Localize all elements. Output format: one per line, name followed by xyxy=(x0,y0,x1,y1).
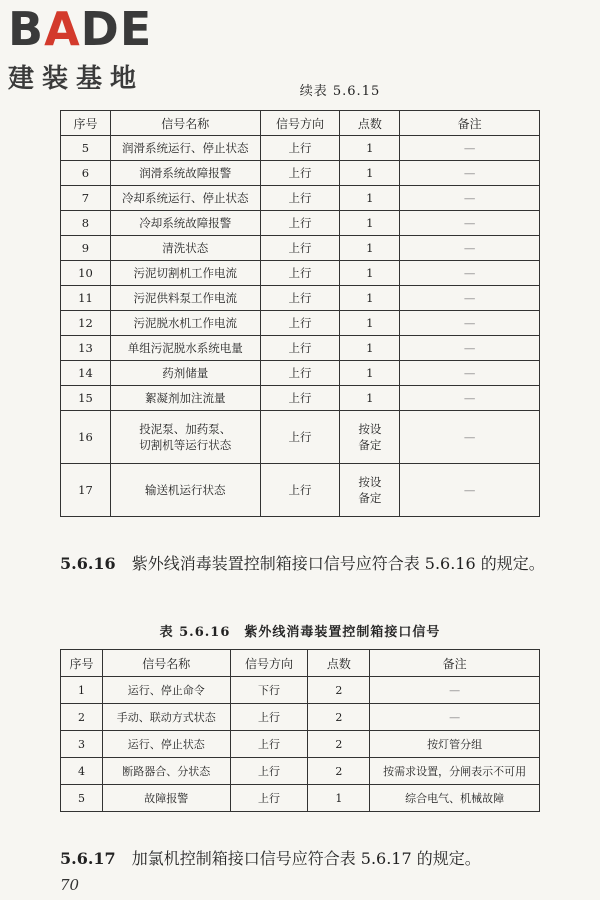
cell-points: 1 xyxy=(340,386,400,411)
cell-direction: 上行 xyxy=(230,704,308,731)
table-row xyxy=(61,361,540,386)
cell-note: 综合电气、机械故障 xyxy=(370,785,540,812)
cell-no: 16 xyxy=(61,411,111,464)
cell-points: 1 xyxy=(340,186,400,211)
cell-direction: 上行 xyxy=(230,785,308,812)
cell-name: 污泥脱水机工作电流 xyxy=(110,311,260,336)
cell-note: — xyxy=(400,411,540,464)
cell-direction: 下行 xyxy=(230,677,308,704)
cell-note: — xyxy=(400,136,540,161)
clause-number: 5.6.17 xyxy=(60,849,116,868)
table-row xyxy=(61,336,540,361)
table-row xyxy=(61,261,540,286)
cell-direction: 上行 xyxy=(260,236,340,261)
cell-direction: 上行 xyxy=(260,211,340,236)
cell-no: 15 xyxy=(61,386,111,411)
table-row xyxy=(61,286,540,311)
cell-no: 5 xyxy=(61,785,103,812)
cell-no: 17 xyxy=(61,464,111,517)
cell-direction: 上行 xyxy=(260,186,340,211)
table-row xyxy=(61,731,540,758)
cell-points: 1 xyxy=(340,211,400,236)
table-header-row xyxy=(61,111,540,136)
cell-points: 2 xyxy=(308,758,370,785)
table-row xyxy=(61,704,540,731)
table-row xyxy=(61,677,540,704)
cell-note: 按灯管分组 xyxy=(370,731,540,758)
cell-points: 1 xyxy=(308,785,370,812)
cell-direction: 上行 xyxy=(260,411,340,464)
table-row xyxy=(61,464,540,517)
table-row xyxy=(61,785,540,812)
cell-name: 故障报警 xyxy=(102,785,230,812)
cell-name: 污泥切割机工作电流 xyxy=(110,261,260,286)
cell-note: — xyxy=(400,311,540,336)
cell-no: 3 xyxy=(61,731,103,758)
cell-note: — xyxy=(400,261,540,286)
cell-note: 按需求设置，分闸表示不可用 xyxy=(370,758,540,785)
cell-points: 1 xyxy=(340,286,400,311)
table-row xyxy=(61,386,540,411)
header-direction: 信号方向 xyxy=(260,111,340,136)
cell-name: 冷却系统故障报警 xyxy=(110,211,260,236)
table-row xyxy=(61,136,540,161)
cell-no: 8 xyxy=(61,211,111,236)
header-no: 序号 xyxy=(61,111,111,136)
cell-no: 6 xyxy=(61,161,111,186)
cell-points: 1 xyxy=(340,361,400,386)
cell-note: — xyxy=(400,336,540,361)
logo-subtitle: 建装基地 xyxy=(8,64,145,94)
cell-direction: 上行 xyxy=(260,161,340,186)
cell-no: 9 xyxy=(61,236,111,261)
cell-points: 1 xyxy=(340,311,400,336)
cell-name: 运行、停止状态 xyxy=(102,731,230,758)
cell-note: — xyxy=(400,211,540,236)
cell-note: — xyxy=(400,286,540,311)
table-5-6-16 xyxy=(60,649,540,812)
table-row xyxy=(61,758,540,785)
header-no: 序号 xyxy=(61,650,103,677)
cell-direction: 上行 xyxy=(260,261,340,286)
cell-points: 1 xyxy=(340,236,400,261)
cell-note: — xyxy=(400,464,540,517)
table-row xyxy=(61,311,540,336)
cell-no: 5 xyxy=(61,136,111,161)
cell-no: 4 xyxy=(61,758,103,785)
cell-name: 运行、停止命令 xyxy=(102,677,230,704)
cell-name: 絮凝剂加注流量 xyxy=(110,386,260,411)
cell-no: 14 xyxy=(61,361,111,386)
cell-direction: 上行 xyxy=(260,286,340,311)
cell-points xyxy=(340,464,400,517)
cell-note: — xyxy=(400,161,540,186)
cell-name: 单组污泥脱水系统电量 xyxy=(110,336,260,361)
cell-note: — xyxy=(370,704,540,731)
cell-name: 污泥供料泵工作电流 xyxy=(110,286,260,311)
logo-wordmark: BADE xyxy=(8,2,153,56)
cell-no: 12 xyxy=(61,311,111,336)
header-name: 信号名称 xyxy=(102,650,230,677)
header-note: 备注 xyxy=(370,650,540,677)
header-note: 备注 xyxy=(400,111,540,136)
cell-name-line: 投泥泵、加药泵、 xyxy=(139,422,232,436)
cell-points: 2 xyxy=(308,677,370,704)
table-row xyxy=(61,411,540,464)
table-row xyxy=(61,161,540,186)
table-header-row xyxy=(61,650,540,677)
cell-points-line: 按设 xyxy=(358,422,382,436)
table-5-6-15-continued xyxy=(60,110,540,517)
cell-direction: 上行 xyxy=(230,731,308,758)
cell-points: 1 xyxy=(340,161,400,186)
cell-no: 11 xyxy=(61,286,111,311)
cell-name: 断路器合、分状态 xyxy=(102,758,230,785)
cell-points xyxy=(340,411,400,464)
cell-note: — xyxy=(400,386,540,411)
cell-name: 手动、联动方式状态 xyxy=(102,704,230,731)
cell-direction: 上行 xyxy=(260,464,340,517)
cell-direction: 上行 xyxy=(260,136,340,161)
header-name: 信号名称 xyxy=(110,111,260,136)
cell-name: 润滑系统运行、停止状态 xyxy=(110,136,260,161)
cell-points: 2 xyxy=(308,704,370,731)
table-row xyxy=(61,236,540,261)
cell-no: 13 xyxy=(61,336,111,361)
clause-5-6-16 xyxy=(60,551,545,577)
cell-points: 1 xyxy=(340,336,400,361)
cell-direction: 上行 xyxy=(260,336,340,361)
cell-direction: 上行 xyxy=(230,758,308,785)
cell-note: — xyxy=(370,677,540,704)
cell-no: 10 xyxy=(61,261,111,286)
cell-points: 1 xyxy=(340,136,400,161)
cell-direction: 上行 xyxy=(260,311,340,336)
cell-no: 7 xyxy=(61,186,111,211)
cell-direction: 上行 xyxy=(260,361,340,386)
header-points: 点数 xyxy=(340,111,400,136)
clause-text: 紫外线消毒装置控制箱接口信号应符合表 5.6.16 的规定。 xyxy=(131,554,545,573)
clause-text: 加氯机控制箱接口信号应符合表 5.6.17 的规定。 xyxy=(131,849,481,868)
table-row xyxy=(61,186,540,211)
cell-name: 清洗状态 xyxy=(110,236,260,261)
cell-name: 输送机运行状态 xyxy=(110,464,260,517)
cell-points-line: 备定 xyxy=(358,491,382,505)
cell-note: — xyxy=(400,361,540,386)
table2-caption: 表 5.6.16 紫外线消毒装置控制箱接口信号 xyxy=(159,625,441,640)
cell-points-line: 按设 xyxy=(358,475,382,489)
cell-no: 1 xyxy=(61,677,103,704)
cell-note: — xyxy=(400,236,540,261)
cell-note: — xyxy=(400,186,540,211)
cell-name xyxy=(110,411,260,464)
table-row xyxy=(61,211,540,236)
clause-number: 5.6.16 xyxy=(60,554,116,573)
cell-name-line: 切割机等运行状态 xyxy=(139,438,232,452)
cell-points-line: 备定 xyxy=(358,438,382,452)
cell-points: 2 xyxy=(308,731,370,758)
table1-caption: 续表 5.6.15 xyxy=(299,84,381,99)
cell-name: 冷却系统运行、停止状态 xyxy=(110,186,260,211)
header-points: 点数 xyxy=(308,650,370,677)
cell-points: 1 xyxy=(340,261,400,286)
cell-direction: 上行 xyxy=(260,386,340,411)
cell-name: 药剂储量 xyxy=(110,361,260,386)
cell-name: 润滑系统故障报警 xyxy=(110,161,260,186)
page-number: 70 xyxy=(60,876,80,894)
header-direction: 信号方向 xyxy=(230,650,308,677)
cell-no: 2 xyxy=(61,704,103,731)
clause-5-6-17 xyxy=(60,846,545,872)
